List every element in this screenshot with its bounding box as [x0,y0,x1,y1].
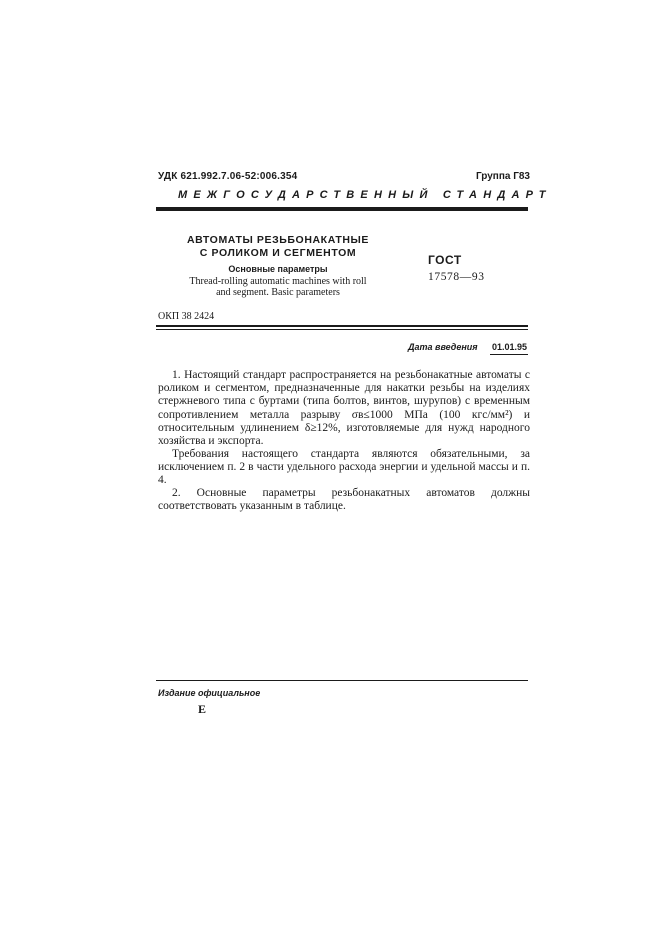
effective-date-label: Дата введения [408,342,478,352]
document-title [158,234,398,260]
paragraph-scope-text: 1. Настоящий стандарт распространяется на резьбонакатные автоматы с роликом и сегментом, предназначенные для накатки резьбы на изделиях стержневого типа с буртами (типа болтов, винтов, шурупов) с временным сопротивлением металла разрыву σв≤1000 МПа (100 кгс/мм²) и относительным удлинением δ≥12%, изготовляемые для нужд народного хозяйства и экспорта. [158,369,530,448]
paragraph-scope [158,369,530,448]
edition-letter: Е [198,702,207,716]
gost-number: 17578—93 [428,271,485,283]
paragraph-parameters-text: 2. Основные параметры резьбонакатных автоматов должны соответствовать указанным в таблице. [158,487,530,513]
english-title-line-1: Thread-rolling automatic machines with roll [189,276,367,287]
okp-code: ОКП 38 2424 [158,311,215,322]
udk-code: УДК 621.992.7.06-52:006.354 [158,171,298,182]
edition-note: Издание официальное [158,688,261,698]
footer-rule [156,680,528,681]
section-rule-bottom [156,329,528,330]
document-subtitle: Основные параметры [228,264,328,274]
group-code: Группа Г83 [475,171,530,182]
effective-date-value: 01.01.95 [492,342,528,352]
standard-type-banner: МЕЖГОСУДАРСТВЕННЫЙ СТАНДАРТ [178,189,552,201]
header-rule [156,207,528,211]
title-line-2: С РОЛИКОМ И СЕГМЕНТОМ [199,247,357,259]
effective-date-underline [490,354,528,355]
english-title [158,276,398,298]
title-line-1: АВТОМАТЫ РЕЗЬБОНАКАТНЫЕ [186,234,370,246]
paragraph-parameters [158,487,530,513]
paragraph-requirements [158,448,530,488]
paragraph-requirements-text: Требования настоящего стандарта являются обязательными, за исключением п. 2 в части удельного расхода энергии и удельной массы и п. 4. [158,448,530,487]
english-title-line-2: and segment. Basic parameters [216,287,340,298]
gost-label: ГОСТ [428,253,462,267]
section-rule-top [156,325,528,327]
